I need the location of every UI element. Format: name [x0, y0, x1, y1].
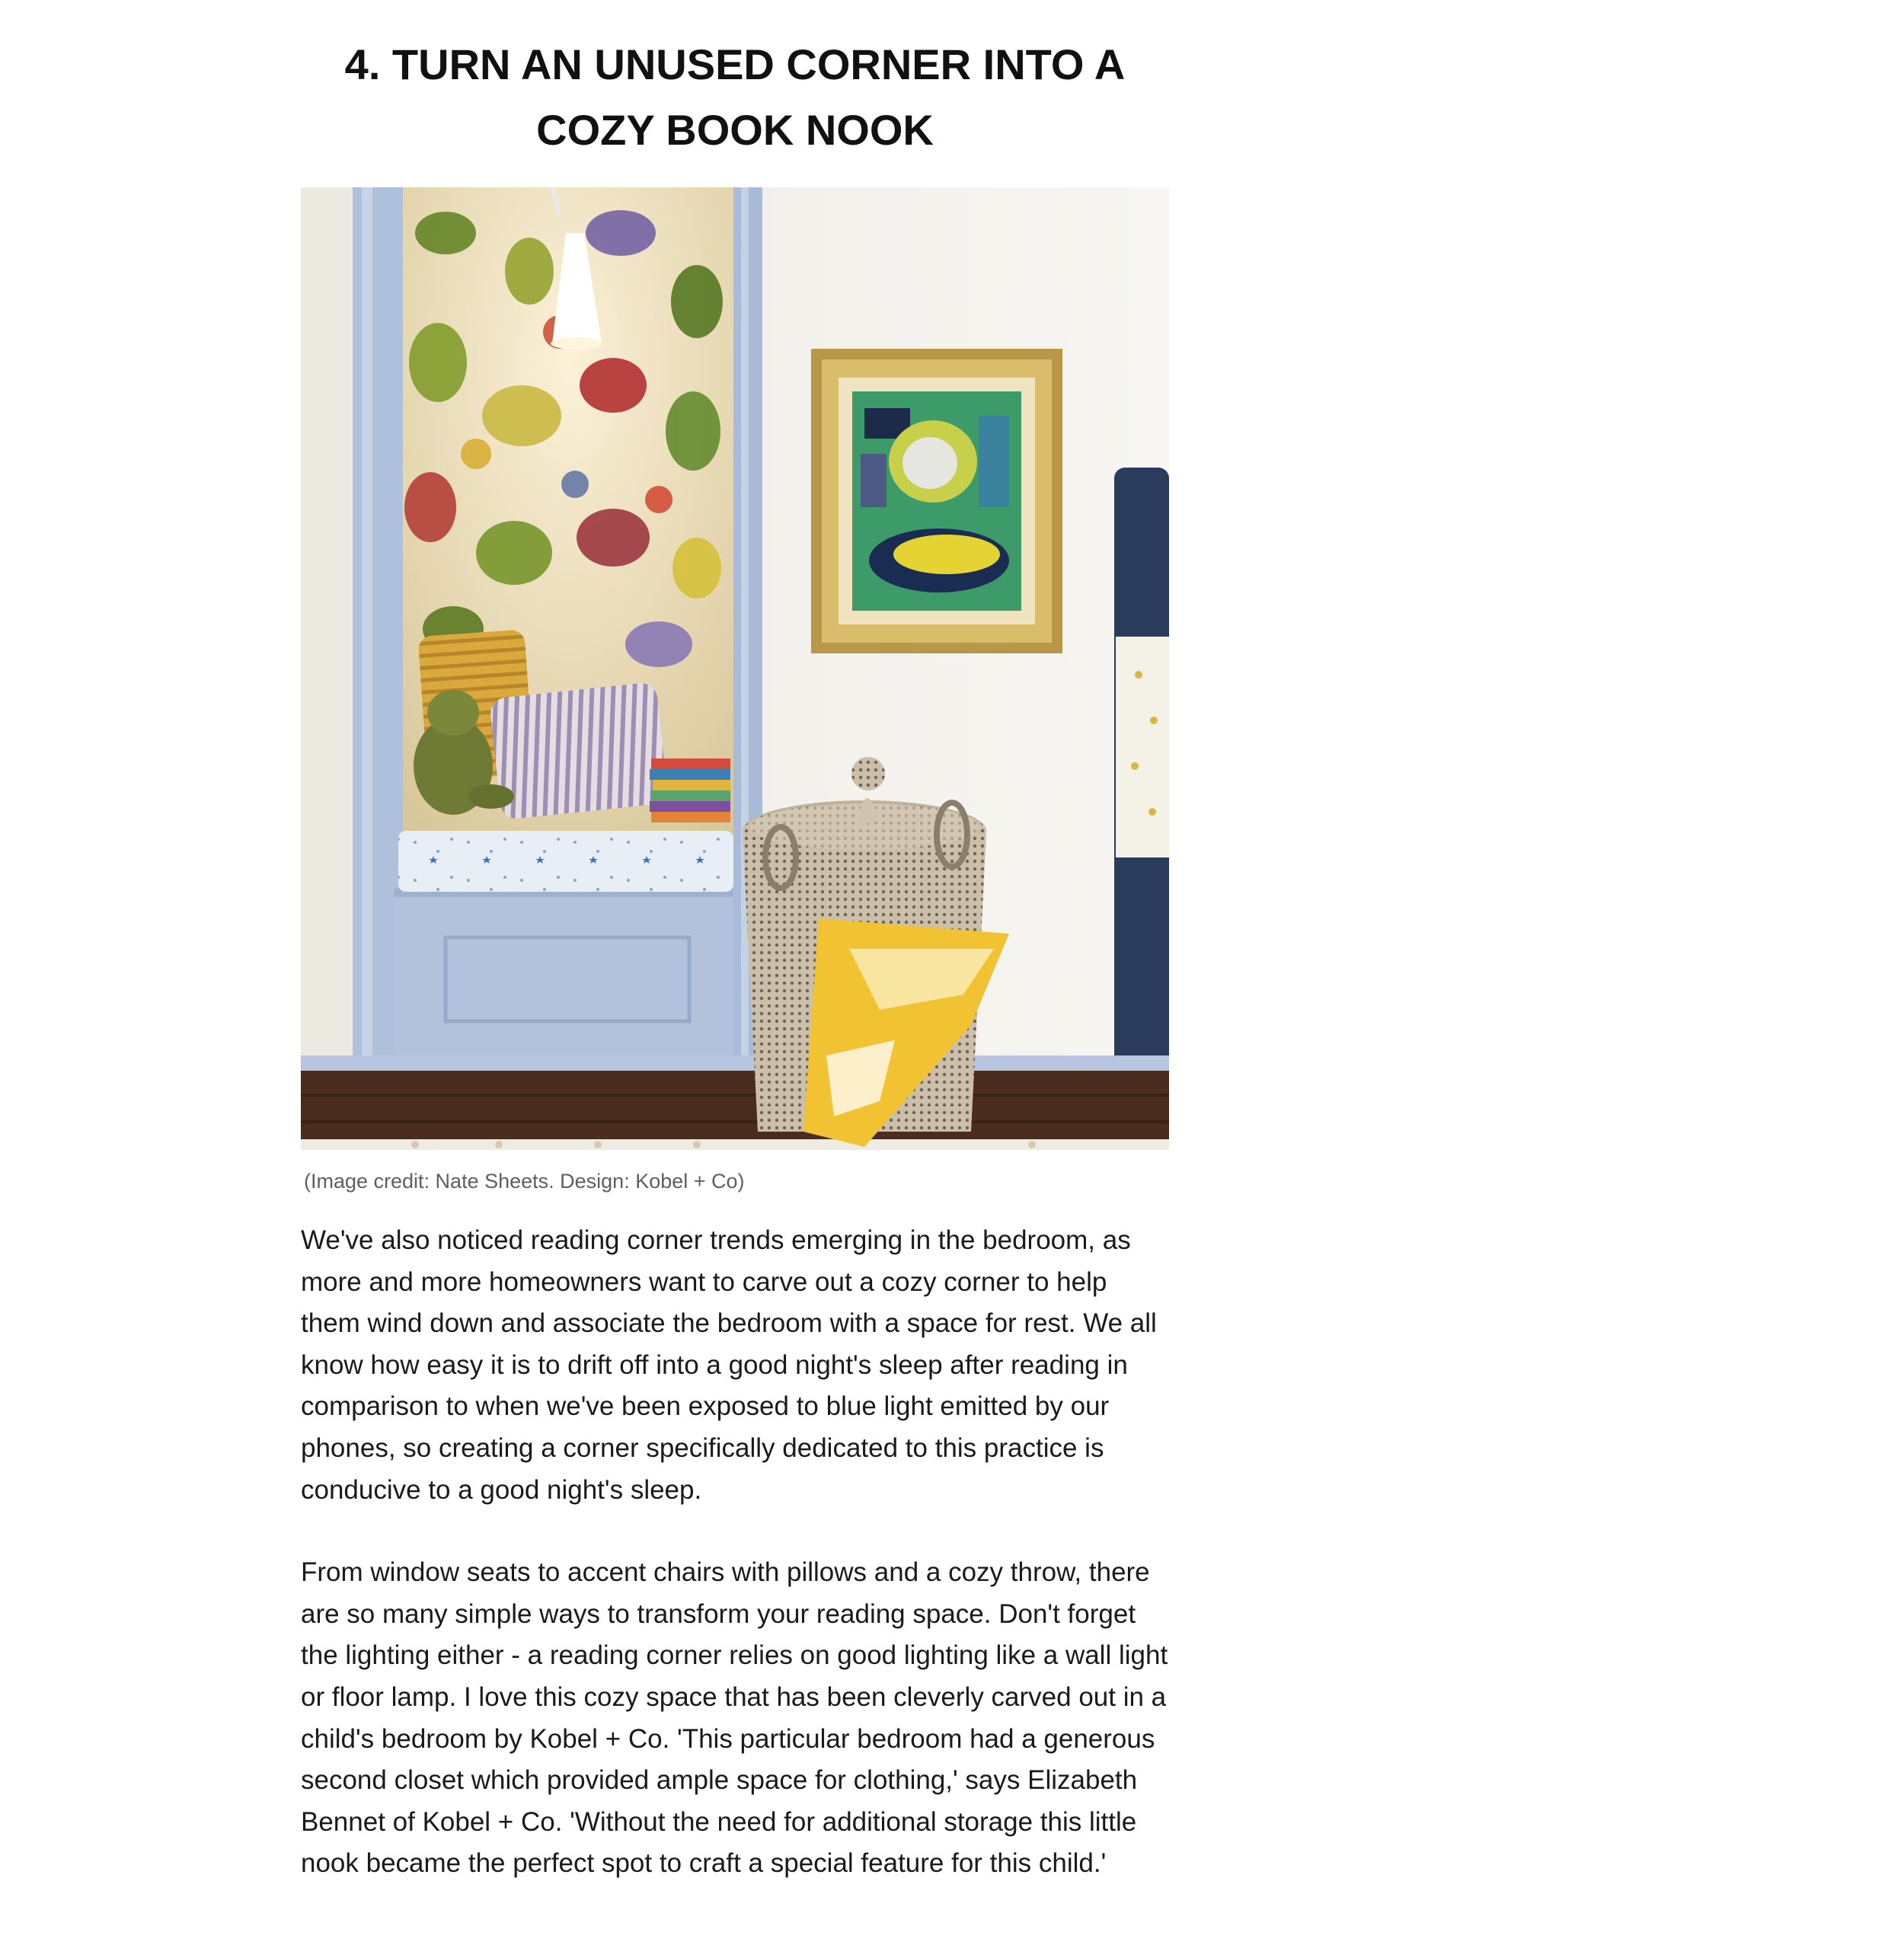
- article-headline: 4. TURN AN UNUSED CORNER INTO A COZY BOOK NOOK: [344, 40, 1126, 154]
- body-paragraph-1: We've also noticed reading corner trends emerging in the bedroom, as more and more homeowners want to carve out a cozy corner to help them wind down and associate the bedroom with a space for rest. We all know how easy it is to drift off into a good night's sleep after reading in comparison to when we've been exposed to blue light emitted by our phones, so creating a corner specifically dedicated to this practice is conducive to a good night's sleep.: [301, 1225, 1157, 1505]
- article-body: [301, 1220, 1169, 1926]
- body-paragraph-2: From window seats to accent chairs with pillows and a cozy throw, there are so many simple ways to transform your reading space. Don't forget the lighting either - a reading corner relies on good lighting like a wall light or floor lamp. I love this cozy space that has been cleverly carved out in a child's bedroom by Kobel + Co. 'This particular bedroom had a generous second closet which provided ample space for clothing,' says Elizabeth Bennet of Kobel + Co. 'Without the need for additional storage this little nook became the perfect spot to craft a special feature for this child.': [301, 1557, 1168, 1879]
- article: [301, 0, 1169, 1879]
- article-image: [301, 187, 1169, 1150]
- image-caption: (Image credit: Nate Sheets. Design: Kobel + Co): [304, 1170, 745, 1193]
- book-nook-photo-icon: [301, 187, 1169, 1150]
